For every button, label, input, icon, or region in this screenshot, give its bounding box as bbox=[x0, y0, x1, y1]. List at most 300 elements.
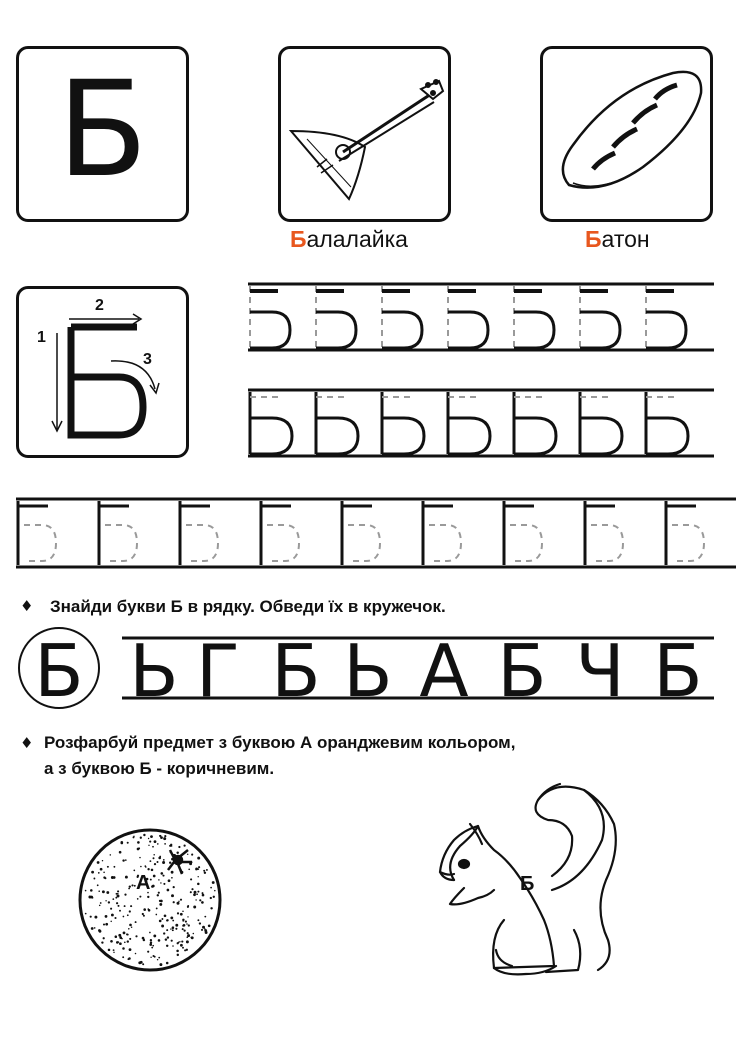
orange-texture-dot bbox=[160, 835, 161, 836]
orange-texture-dot bbox=[105, 900, 106, 901]
orange-texture-dot bbox=[117, 895, 120, 898]
orange-texture-dot bbox=[162, 861, 165, 864]
orange-texture-dot bbox=[153, 934, 156, 937]
orange-texture-dot bbox=[117, 890, 119, 892]
orange-texture-dot bbox=[149, 841, 151, 843]
orange-texture-dot bbox=[147, 896, 149, 898]
orange-texture-dot bbox=[127, 940, 129, 942]
orange-texture-dot bbox=[171, 894, 174, 897]
orange-texture-dot bbox=[135, 953, 137, 955]
orange-texture-dot bbox=[142, 913, 144, 915]
orange-texture-dot bbox=[128, 928, 130, 930]
orange-texture-dot bbox=[204, 916, 206, 918]
baton-first-letter: Б bbox=[585, 226, 602, 252]
orange-texture-dot bbox=[178, 846, 180, 848]
orange-texture-dot bbox=[90, 889, 93, 892]
orange-texture-dot bbox=[180, 899, 182, 901]
orange-texture-dot bbox=[197, 857, 200, 860]
trace-dashed-bowl bbox=[186, 525, 218, 561]
orange-texture-dot bbox=[123, 932, 126, 935]
trace-bowl bbox=[514, 312, 554, 348]
orange-texture-dot bbox=[153, 854, 155, 856]
orange-texture-dot bbox=[120, 841, 123, 844]
orange-texture-dot bbox=[193, 906, 196, 909]
orange-texture-dot bbox=[182, 947, 184, 949]
orange-texture-dot bbox=[175, 924, 178, 927]
orange-texture-dot bbox=[210, 897, 212, 899]
trace-row-partial bbox=[248, 282, 714, 352]
balalaika-rest: алалайка bbox=[306, 226, 408, 252]
orange-texture-dot bbox=[105, 915, 108, 918]
orange-texture-dot bbox=[199, 922, 201, 924]
orange-texture-dot bbox=[155, 914, 157, 916]
orange-texture-dot bbox=[180, 944, 183, 947]
orange-texture-dot bbox=[103, 872, 105, 874]
orange-texture-dot bbox=[190, 878, 192, 880]
orange-texture-dot bbox=[133, 836, 134, 837]
orange-texture-dot bbox=[186, 940, 189, 943]
orange-texture-dot bbox=[202, 892, 204, 894]
orange-texture-dot bbox=[99, 905, 101, 907]
orange-texture-dot bbox=[188, 924, 190, 926]
orange-texture-dot bbox=[119, 942, 122, 945]
trace-bowl bbox=[448, 418, 490, 454]
find-row-letter: Г bbox=[196, 629, 240, 713]
orange-texture-dot bbox=[194, 891, 197, 894]
orange-texture-dot bbox=[133, 870, 135, 872]
orange-texture-dot bbox=[129, 910, 131, 912]
orange-texture-dot bbox=[123, 916, 125, 918]
orange-texture-dot bbox=[97, 884, 99, 886]
orange-texture-dot bbox=[173, 886, 175, 888]
task-bullet-2: ♦ bbox=[20, 734, 34, 752]
orange-texture-dot bbox=[143, 915, 145, 917]
orange-texture-dot bbox=[94, 927, 96, 929]
orange-texture-dot bbox=[114, 917, 116, 919]
orange-texture-dot bbox=[160, 882, 161, 883]
orange-texture-dot bbox=[100, 902, 102, 904]
orange-texture-dot bbox=[93, 878, 95, 880]
find-row-letter: Б bbox=[34, 629, 84, 713]
orange-texture-dot bbox=[137, 841, 140, 844]
orange-texture-dot bbox=[154, 863, 156, 865]
letter-card bbox=[16, 46, 189, 222]
orange-texture-dot bbox=[162, 875, 164, 877]
orange-texture-dot bbox=[150, 941, 152, 943]
orange-texture-dot bbox=[199, 899, 201, 901]
orange-texture-dot bbox=[208, 924, 211, 927]
orange-texture-dot bbox=[187, 934, 190, 937]
orange-texture-dot bbox=[182, 910, 184, 912]
orange-texture-dot bbox=[177, 912, 179, 914]
orange-texture-dot bbox=[164, 835, 166, 837]
orange-texture-dot bbox=[187, 906, 189, 908]
orange-texture-dot bbox=[198, 866, 200, 868]
orange-texture-dot bbox=[183, 924, 186, 927]
orange-texture-dot bbox=[96, 916, 97, 917]
orange-texture-dot bbox=[172, 929, 174, 931]
orange-texture-dot bbox=[90, 916, 92, 918]
orange-texture-dot bbox=[158, 939, 161, 942]
orange-texture-dot bbox=[101, 941, 103, 943]
orange-texture-dot bbox=[163, 837, 166, 840]
orange-texture-dot bbox=[187, 854, 188, 855]
orange-texture-dot bbox=[186, 923, 188, 925]
orange-texture-dot bbox=[124, 942, 126, 944]
orange-texture-dot bbox=[188, 868, 190, 870]
find-row-letter: Ч bbox=[575, 629, 625, 713]
orange-texture-dot bbox=[161, 918, 163, 920]
orange-texture-dot bbox=[171, 871, 174, 874]
orange-texture-dot bbox=[198, 876, 199, 877]
orange-texture-dot bbox=[159, 903, 162, 906]
task-color-line-1: Розфарбуй предмет з буквою А оранджевим кольором, bbox=[44, 733, 516, 752]
orange-texture-dot bbox=[107, 866, 109, 868]
orange-texture-dot bbox=[173, 901, 175, 903]
orange-texture-dot bbox=[177, 954, 179, 956]
orange-texture-dot bbox=[163, 859, 165, 861]
orange-texture-dot bbox=[119, 910, 121, 912]
orange-texture-dot bbox=[177, 942, 179, 944]
orange-texture-dot bbox=[185, 921, 187, 923]
orange-texture-dot bbox=[126, 933, 128, 935]
orange-texture-dot bbox=[124, 894, 126, 896]
orange-texture-dot bbox=[165, 938, 167, 940]
orange-texture-dot bbox=[127, 914, 129, 916]
orange-texture-dot bbox=[103, 937, 105, 939]
orange-texture-dot bbox=[210, 887, 212, 889]
orange-texture-dot bbox=[152, 846, 154, 848]
orange-texture-dot bbox=[154, 840, 157, 843]
orange-texture-dot bbox=[131, 884, 133, 886]
orange-texture-dot bbox=[184, 845, 186, 847]
orange-texture-dot bbox=[172, 926, 175, 929]
orange-texture-dot bbox=[140, 961, 143, 964]
orange-texture-dot bbox=[110, 908, 112, 910]
trace-dashed-bowl bbox=[429, 525, 461, 561]
baton-picture bbox=[543, 49, 716, 225]
orange-texture-dot bbox=[142, 963, 144, 965]
orange-texture-dot bbox=[204, 872, 206, 874]
orange-texture-dot bbox=[125, 859, 127, 861]
orange-texture-dot bbox=[169, 862, 171, 864]
squirrel-label: Б bbox=[520, 873, 535, 895]
orange-texture-dot bbox=[129, 885, 131, 887]
orange-texture-dot bbox=[161, 925, 164, 928]
stroke-step-3: 3 bbox=[143, 351, 152, 368]
orange-texture-dot bbox=[106, 891, 109, 894]
orange-texture-dot bbox=[91, 897, 93, 899]
find-row-letter: Б bbox=[653, 629, 703, 713]
orange-texture-dot bbox=[197, 891, 199, 893]
orange-texture-dot bbox=[202, 894, 205, 897]
orange-texture-dot bbox=[135, 921, 137, 923]
trace-bowl bbox=[382, 312, 422, 348]
orange-texture-dot bbox=[160, 872, 163, 875]
orange-texture-dot bbox=[125, 876, 128, 879]
orange-texture-dot bbox=[129, 948, 132, 951]
trace-row-full bbox=[248, 388, 714, 458]
orange-texture-dot bbox=[131, 926, 132, 927]
orange-texture-dot bbox=[158, 879, 160, 881]
trace-dashed-bowl bbox=[267, 525, 299, 561]
orange-texture-dot bbox=[128, 957, 131, 960]
orange-texture-dot bbox=[110, 921, 111, 922]
orange-texture-dot bbox=[143, 908, 146, 911]
orange-texture-dot bbox=[203, 870, 205, 872]
orange-texture-dot bbox=[179, 941, 180, 942]
orange-picture bbox=[74, 822, 234, 982]
orange-texture-dot bbox=[201, 901, 204, 904]
orange-texture-dot bbox=[147, 908, 149, 910]
orange-texture-dot bbox=[149, 860, 151, 862]
orange-texture-dot bbox=[153, 857, 155, 859]
orange-texture-dot bbox=[164, 914, 167, 917]
orange-texture-dot bbox=[210, 907, 212, 909]
trace-row-long bbox=[16, 497, 714, 569]
orange-texture-dot bbox=[129, 938, 131, 940]
orange-texture-dot bbox=[119, 851, 122, 854]
orange-texture-dot bbox=[139, 896, 141, 898]
orange-texture-dot bbox=[102, 860, 103, 861]
orange-texture-dot bbox=[212, 881, 215, 884]
stroke-step-1: 1 bbox=[37, 329, 46, 346]
orange-texture-dot bbox=[159, 920, 162, 923]
orange-texture-dot bbox=[195, 899, 196, 900]
orange-texture-dot bbox=[158, 892, 160, 894]
orange-texture-dot bbox=[137, 848, 140, 851]
orange-texture-dot bbox=[147, 951, 149, 953]
orange-texture-dot bbox=[163, 883, 165, 885]
orange-texture-dot bbox=[182, 928, 184, 930]
orange-texture-dot bbox=[148, 845, 149, 846]
orange-texture-dot bbox=[176, 852, 178, 854]
orange-texture-dot bbox=[135, 935, 137, 937]
orange-texture-dot bbox=[104, 877, 106, 879]
orange-texture-dot bbox=[166, 945, 168, 947]
orange-texture-dot bbox=[158, 957, 160, 959]
orange-texture-dot bbox=[111, 914, 113, 916]
trace-dashed-bowl bbox=[348, 525, 380, 561]
orange-texture-dot bbox=[175, 928, 177, 930]
orange-texture-dot bbox=[181, 941, 183, 943]
orange-texture-dot bbox=[150, 939, 152, 941]
orange-texture-dot bbox=[187, 932, 189, 934]
orange-texture-dot bbox=[150, 957, 151, 958]
orange-texture-dot bbox=[140, 837, 142, 839]
orange-texture-dot bbox=[191, 853, 193, 855]
orange-texture-dot bbox=[116, 893, 118, 895]
orange-texture-dot bbox=[157, 861, 159, 863]
balalaika-first-letter: Б bbox=[290, 226, 307, 252]
find-row-letter: Ь bbox=[343, 629, 393, 713]
stroke-guide-letter bbox=[19, 289, 192, 461]
find-row-letter: Б bbox=[497, 629, 547, 713]
orange-texture-dot bbox=[197, 868, 199, 870]
trace-bowl bbox=[316, 312, 356, 348]
orange-texture-dot bbox=[143, 834, 145, 836]
orange-texture-dot bbox=[159, 856, 161, 858]
orange-texture-dot bbox=[191, 936, 194, 939]
orange-texture-dot bbox=[139, 857, 140, 858]
orange-texture-dot bbox=[195, 869, 197, 871]
orange-texture-dot bbox=[160, 900, 163, 903]
orange-texture-dot bbox=[98, 872, 100, 874]
orange-texture-dot bbox=[108, 901, 110, 903]
orange-texture-dot bbox=[140, 866, 142, 868]
orange-texture-dot bbox=[99, 930, 102, 933]
big-letter: Б bbox=[57, 53, 148, 207]
orange-texture-dot bbox=[147, 868, 149, 870]
trace-bowl bbox=[448, 312, 488, 348]
orange-texture-dot bbox=[206, 869, 208, 871]
orange-texture-dot bbox=[122, 859, 124, 861]
orange-texture-dot bbox=[102, 890, 105, 893]
task-color-line-2: а з буквою Б - коричневим. bbox=[44, 759, 275, 778]
find-letter-row bbox=[14, 628, 714, 713]
orange-texture-dot bbox=[148, 838, 149, 839]
trace-bowl bbox=[382, 418, 424, 454]
orange-texture-dot bbox=[115, 897, 117, 899]
orange-texture-dot bbox=[159, 963, 162, 966]
orange-texture-dot bbox=[118, 934, 121, 937]
orange-texture-dot bbox=[103, 923, 105, 925]
trace-bowl bbox=[514, 418, 556, 454]
orange-texture-dot bbox=[85, 913, 87, 915]
orange-texture-dot bbox=[196, 893, 198, 895]
orange-texture-dot bbox=[164, 843, 166, 845]
orange-texture-dot bbox=[197, 919, 199, 921]
orange-texture-dot bbox=[163, 932, 165, 934]
orange-texture-dot bbox=[152, 955, 154, 957]
orange-texture-dot bbox=[167, 889, 170, 892]
orange-texture-dot bbox=[167, 936, 169, 938]
orange-texture-dot bbox=[157, 894, 159, 896]
orange-texture-dot bbox=[108, 949, 111, 952]
orange-texture-dot bbox=[128, 888, 130, 890]
orange-texture-dot bbox=[117, 905, 119, 907]
orange-texture-dot bbox=[184, 930, 186, 932]
orange-texture-dot bbox=[157, 959, 158, 960]
orange-texture-dot bbox=[105, 923, 108, 926]
orange-texture-dot bbox=[144, 865, 146, 867]
orange-texture-dot bbox=[129, 924, 132, 927]
orange-texture-dot bbox=[98, 890, 100, 892]
orange-texture-dot bbox=[171, 940, 173, 942]
orange-texture-dot bbox=[115, 935, 118, 938]
orange-texture-dot bbox=[186, 949, 188, 951]
orange-texture-dot bbox=[171, 845, 173, 847]
stroke-step-2: 2 bbox=[95, 297, 104, 314]
orange-texture-dot bbox=[197, 883, 200, 886]
orange-texture-dot bbox=[214, 890, 216, 892]
orange-texture-dot bbox=[113, 952, 114, 953]
orange-texture-dot bbox=[193, 933, 195, 935]
orange-texture-dot bbox=[100, 868, 103, 871]
orange-label: А bbox=[136, 872, 151, 894]
trace-bowl bbox=[580, 312, 620, 348]
orange-texture-dot bbox=[91, 871, 94, 874]
stroke-guide-card bbox=[16, 286, 189, 458]
orange-texture-dot bbox=[177, 902, 180, 905]
orange-texture-dot bbox=[187, 916, 188, 917]
orange-texture-dot bbox=[151, 869, 154, 872]
orange-texture-dot bbox=[130, 905, 132, 907]
orange-texture-dot bbox=[170, 928, 171, 929]
orange-texture-dot bbox=[166, 962, 169, 965]
orange-texture-dot bbox=[203, 926, 205, 928]
orange-texture-dot bbox=[127, 842, 129, 844]
orange-texture-dot bbox=[137, 898, 139, 900]
trace-bowl bbox=[250, 312, 290, 348]
trace-bowl bbox=[250, 418, 292, 454]
orange-texture-dot bbox=[113, 949, 115, 951]
orange-texture-dot bbox=[150, 835, 153, 838]
orange-texture-dot bbox=[122, 947, 125, 950]
balalaika-picture bbox=[281, 49, 454, 225]
orange-texture-dot bbox=[182, 919, 184, 921]
orange-texture-dot bbox=[91, 927, 94, 930]
orange-texture-dot bbox=[191, 888, 193, 890]
orange-texture-dot bbox=[116, 902, 118, 904]
orange-texture-dot bbox=[110, 854, 112, 856]
orange-texture-dot bbox=[172, 945, 174, 947]
baton-rest: атон bbox=[601, 226, 650, 252]
orange-texture-dot bbox=[152, 945, 154, 947]
orange-texture-dot bbox=[166, 919, 168, 921]
orange-texture-dot bbox=[190, 891, 192, 893]
orange-texture-dot bbox=[157, 843, 159, 845]
orange-texture-dot bbox=[171, 877, 173, 879]
orange-texture-dot bbox=[151, 947, 153, 949]
orange-texture-dot bbox=[112, 898, 114, 900]
orange-texture-dot bbox=[153, 875, 156, 878]
orange-texture-dot bbox=[117, 941, 119, 943]
orange-texture-dot bbox=[168, 879, 171, 882]
balalaika-word bbox=[290, 226, 408, 253]
find-row-letter: Б bbox=[271, 629, 321, 713]
orange-texture-dot bbox=[205, 931, 208, 934]
orange-texture-dot bbox=[176, 950, 179, 953]
orange-texture-dot bbox=[201, 929, 203, 931]
orange-texture-dot bbox=[122, 956, 124, 958]
orange-texture-dot bbox=[193, 893, 196, 896]
orange-texture-dot bbox=[110, 940, 113, 943]
trace-dashed-bowl bbox=[105, 525, 137, 561]
trace-bowl bbox=[646, 312, 686, 348]
trace-dashed-bowl bbox=[672, 525, 704, 561]
trace-bowl bbox=[316, 418, 358, 454]
orange-texture-dot bbox=[170, 917, 173, 920]
trace-bowl bbox=[646, 418, 688, 454]
orange-texture-dot bbox=[113, 866, 115, 868]
trace-dashed-bowl bbox=[24, 525, 56, 561]
orange-texture-dot bbox=[172, 920, 174, 922]
trace-dashed-bowl bbox=[510, 525, 542, 561]
baton-word bbox=[585, 226, 650, 253]
orange-texture-dot bbox=[178, 901, 179, 902]
task-bullet-1: ♦ bbox=[20, 597, 34, 615]
orange-texture-dot bbox=[143, 939, 145, 941]
orange-texture-dot bbox=[97, 861, 100, 864]
orange-texture-dot bbox=[124, 905, 126, 907]
task-find-letter: Знайди букви Б в рядку. Обведи їх в кружечок. bbox=[50, 597, 446, 616]
find-row-letter: Ь bbox=[129, 629, 179, 713]
orange-texture-dot bbox=[180, 913, 183, 916]
orange-texture-dot bbox=[213, 896, 215, 898]
baton-card bbox=[540, 46, 713, 222]
find-row-letter: А bbox=[419, 629, 469, 713]
